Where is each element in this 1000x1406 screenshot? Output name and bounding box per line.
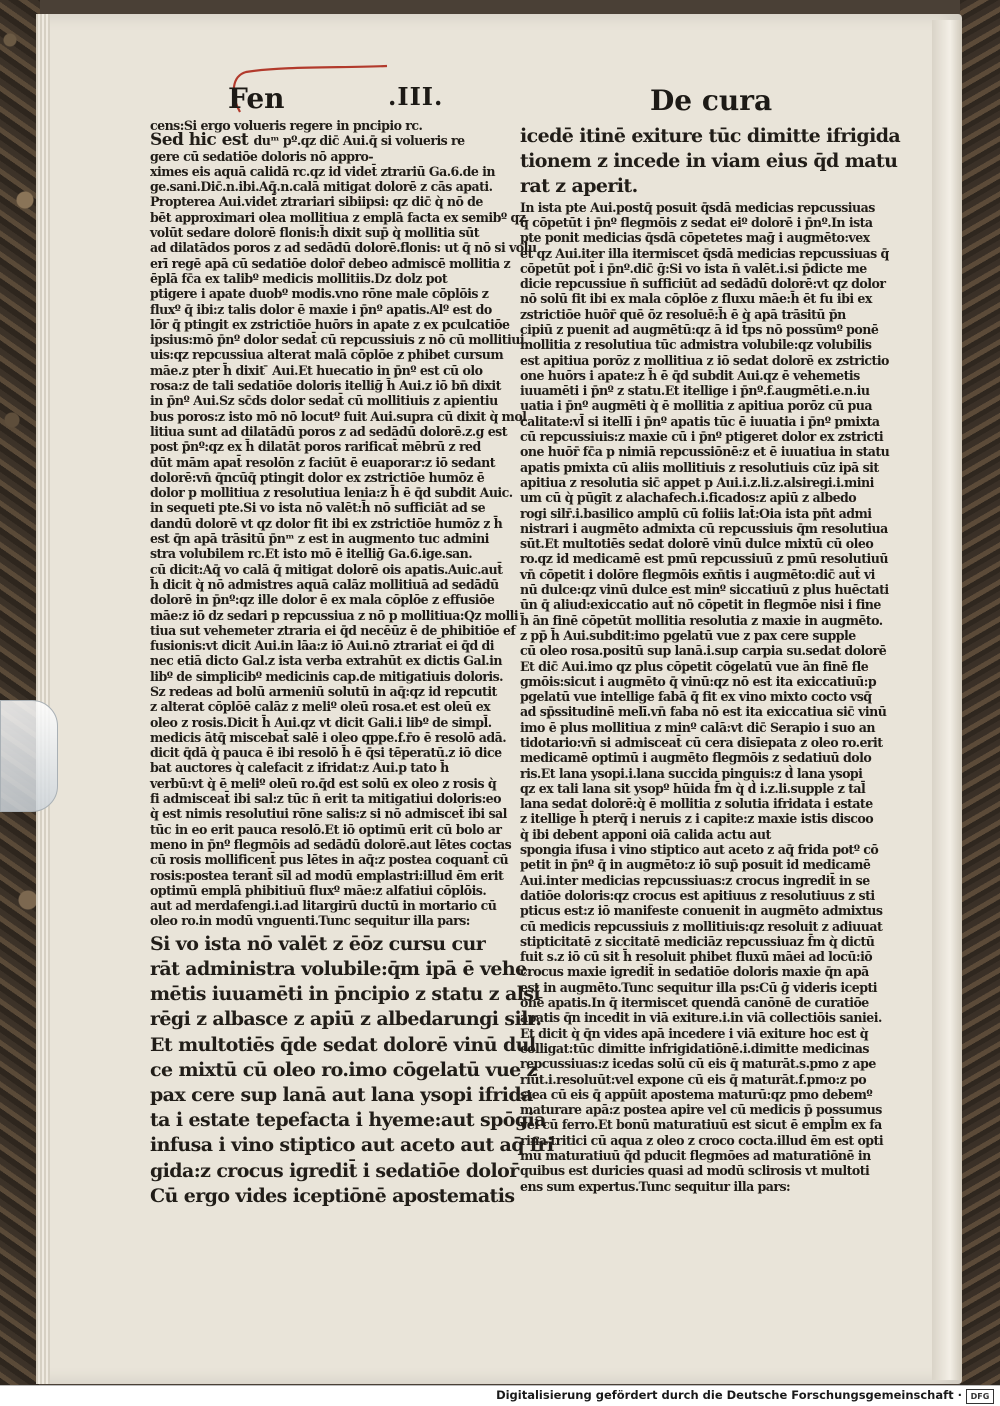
section-number: .III. (388, 82, 444, 111)
text-line: est in augmēto.Tunc sequitur illa ps:Cū ḡ videris icepti (520, 979, 877, 995)
left-column-lines (150, 118, 537, 929)
text-line: in p̄nº Aui.Sz sc̄ds dolor sedat̄ cū mollitiuis z apientiu (150, 393, 498, 409)
text-line: iuuamēti i p̄nº z statu.Et itellige i p̄nº.f.augmēti.e.n.iu (520, 383, 870, 399)
text-line: ens sum expertus.Tunc sequitur illa pars: (520, 1178, 791, 1194)
text-line: Et dicit q̀ q̄n vides apā incedere i viā exiture hoc est q̀ (520, 1025, 869, 1041)
text-line: Et dic̄ Aui.imo qz plus cōpetit cōgelatū vue ān finē fle (520, 658, 869, 674)
text-line: h̄ ān finē cōpetūt mollitia resolutia z maxie in augmēto. (520, 612, 883, 628)
text-line: libº de simplicibº medicinis cap.de mitigatiuis doloris. (150, 668, 503, 684)
text-line: medicamē optimū i augmēto flegmōis z sedatiuū dolo (520, 750, 872, 766)
right-column (520, 124, 901, 1194)
text-line: mū maturatiuū q̄d pducit flegmōes ad maturatiōnē in (520, 1148, 871, 1164)
text-line: erī regē apā cū sedatiōe dolor̄ debeo admiscē mollitia z (150, 255, 511, 271)
text-line: colligat:tūc dimitte infrigidatiōnē.i.dimitte medicinas (520, 1040, 869, 1056)
text-line: māe.z pter h̄ dixit ̄ Aui.Et huecatio in p̄nº est cū olo (150, 362, 483, 378)
large-text-line: rāt administra volubile:q̄m ipā ē vehe (150, 957, 527, 980)
text-line: nū dulce:qz vinū dulce est minº siccatiuū z plus huēctati (520, 582, 889, 598)
text-line: cens:Si ergo volueris regere in pncipio rc. (150, 118, 423, 133)
text-line: nistrari i augmēto admixta cū repcussiuis q̄m resolutiua (520, 520, 888, 536)
running-head-left: Fen (228, 82, 285, 115)
text-line: pticus est:z iō manifeste conuenit in augmēto admixtus (520, 903, 883, 919)
text-line: cū oleo rosa.positū sup lanā.i.sup carpia su.sedat dolorē (520, 643, 887, 659)
funding-notice: Digitalisierung gefördert durch die Deutsche Forschungsgemeinschaft · (496, 1388, 962, 1402)
text-line: ad sp̄ssitudinē melī.vn̄ faba nō est ita exiccatiua sic̄ vinū (520, 704, 887, 720)
text-line: ximes eis aquā calidā rc.qz id videt̄ ztrariū Ga.6.de in (150, 163, 495, 179)
text-line: volūt sedare dolorē flonis:h̄ dixit sup̄ q̀ mollitia sūt (150, 225, 480, 241)
right-column-lines (520, 199, 890, 1194)
text-line: dandū dolorē vt qz dolor fit ibi ex zstrictiōe humōz z h̄ (150, 515, 503, 531)
text-line: z alterat cōplōē calāz z meliº oleū rosa.et est oleū ex (150, 699, 491, 715)
text-line: stra volubilem rc.Et isto mō ē itelliḡ Ga.6.ige.san. (150, 546, 473, 562)
text-line: q̀ est nimis resolutiui rōne salis:z si nō admiscet̄ ibi sal (150, 806, 507, 822)
running-head-right: De cura (650, 84, 773, 117)
text-line: fluxº q̄ ibi:z talis dolor ē maxie i p̄nº apatis.Alº est do (150, 301, 492, 317)
text-line: verbū:vt q̀ ē meliº oleū ro.q̄d est solū ex oleo z rosis q̀ (150, 775, 497, 791)
text-line: tidotario:vn̄ si admisceat̄ cū cera disīepata z oleo ro.erit (520, 735, 883, 750)
text-line: zstrictiōe huōr̄ quē ōz resoluē:h̄ ē q̀ apā trāsitū p̄n (520, 306, 846, 322)
text-line: fuit s.z iō cū sit h̄ resoluit phibet fluxū māei ad locū:iō (520, 949, 873, 965)
text-line: aut ad merdafengi.i.ad litargirū ductū in mortario cū (150, 898, 497, 914)
text-line: dolor p mollitiua z resolutiua lenia:z h̄ ē q̄d subdit Auic. (150, 485, 513, 501)
text-line: litiua sunt ad dilatādū poros z ad sedādū dolorē.z.g est (150, 423, 507, 439)
text-line: Sed hic est duᵐ pº.qz dic̄ Aui.q̄ si volueris re (150, 130, 465, 151)
large-text-line: Cū ergo vides iceptiōnē apostematis (150, 1184, 515, 1207)
text-line: rosa:z de tali sedatiōe doloris itelliḡ h̄ Aui.z iō bn̄ dixit (150, 378, 501, 394)
left-column-large-text (150, 932, 554, 1209)
text-line: nō solū fit ibi ex mala cōplōe z fluxu māe:h̄ ēt fu ibi ex (520, 291, 872, 307)
text-line: uis:qz repcussiua alterat malā cōplōe z phibet cursum (150, 347, 504, 363)
text-line: mollitia z resolutiua tūc admistra volubile:qz volubilis (520, 337, 872, 353)
large-text-line: pax cere sup lanā aut lana ysopi ifrida (150, 1083, 533, 1106)
text-line: dicit q̄dā q̀ pauca ē ibi resolō h̄ ē q̄si tēperatū.z iō dice (150, 745, 502, 761)
text-line: repcussiuas:z icedas solū cū eis q̄ maturāt.s.pmo z ape (520, 1056, 876, 1072)
text-line: fi admisceat̄ ibi sal:z tūc n̄ erit ta mitigatiui doloris:eo (150, 791, 501, 807)
text-line: lōr q̄ ptingit ex zstrictiōe huōrs in apate z ex pculcatiōe (150, 316, 510, 332)
text-line: et qz Aui.iter illa itermiscet q̄sdā medicias repcussiuas q̄ (520, 245, 889, 261)
text-line: qz ex tali lana sit ysopº hūida f̄m q̀ d̀ i.z.li.supple z tal̄ (520, 780, 866, 796)
text-line: spongia ifusa i vino stiptico aut aceto z aq̄ frida potº cō (520, 842, 879, 858)
text-line: vel cū ferro.Et bonū maturatiuū est sicut ē empl̄m ex fa (520, 1117, 882, 1133)
text-line: calitate:vl̄ si itellī i p̄nº apatis tūc ē iuuatia i p̄nº pmixta (520, 413, 880, 429)
text-line: apitiua z resolutia sic̄ appet p Aui.i.z.li.z.alsiregi.i.mini (520, 474, 874, 490)
large-text-line: rēgi z albasce z apiū z albedarungi silr. (150, 1008, 542, 1031)
text-line: petit in p̄nº q̄ in augmēto:z iō sup̄ posuit id medicamē (520, 857, 871, 873)
text-line: dūt mām apat̄ resolōn z faciūt ē euaporar:z iō sedant (150, 454, 496, 470)
text-line: ge.sani.Dic̄.n.ibi.Aq̄.n.calā mitigat dolorē z cās apati. (150, 179, 493, 195)
text-line: oleo ro.in modū vnguenti.Tunc sequitur illa pars: (150, 913, 470, 929)
text-line: ad dilatādos poros z ad sedādū dolorē.flonis: ut q̄ nō si volu (150, 240, 537, 256)
large-text-line: ce mixtū cū oleo ro.imo cōgelatū vue z (150, 1058, 537, 1081)
text-line: bat auctores q̀ calefacit z ifridat:z Aui.p tato h̄ (150, 760, 449, 776)
text-line: q̄ cōpetūt i p̄nº flegmōis z sedat eiº dolorē i p̄nº.In ista (520, 214, 873, 230)
text-line: maturare apā:z postea apire vel cū medicis p̄ possumus (520, 1102, 882, 1118)
text-line: q̀ ibi debent apponi oiā calida actu aut (520, 826, 771, 842)
text-line: quibus est duricies quasi ad modū sclirosis vt multoti (520, 1163, 870, 1179)
text-line: ipsius:mō p̄nº dolor sedat̄ cū repcussiuis z nō cū mollitiui (150, 332, 525, 348)
text-line: meno in p̄nº flegmōis ad sedādū dolorē.aut lētes coctas (150, 836, 512, 852)
text-line: Sz redeas ad bolū armeniū solutū in aq̄:qz id repcutit (150, 683, 497, 699)
text-line: riūt.i.resoluūt:vel expone cū eis q̄ maturāt.f.pmo:z po (520, 1071, 867, 1087)
text-line: tiua sut vehemeter ztraria ei q̄d necēūz ē de phibitiōe ef (150, 622, 516, 638)
text-line: z pp̄ h̄ Aui.subdit:imo pgelatū vue z pax cere supple (520, 627, 856, 643)
text-line: tūc in eo erit pauca resolō.Et iō optimū erit cū bolo ar (150, 821, 502, 837)
text-line: cōpetūt pot̄ i p̄nº.dic̄ ḡ:Si vo ista n̄ valēt.i.si p̄dicte me (520, 260, 867, 276)
text-line: datiōe doloris:qz crocus est apitiuus z resolutiuus z sti (520, 887, 875, 903)
text-line: one huōrs i apate:z h̄ ē q̄d subdit Aui.qz ē vehemetis (520, 367, 860, 383)
text-line: h̄ dicit q̀ nō admistres aquā calāz mollitiuā ad sedādū (150, 576, 499, 592)
text-line: pte ponit medicias q̄sdā cōpetetes maḡ i augmēto:vex (520, 230, 870, 246)
large-text-line: icedē itinē exiture tūc dimitte ifrigida (520, 125, 901, 147)
text-line: fusionis:vt dicit Aui.in lāa:z iō Aui.nō ztrariat̄ ei q̄d di (150, 638, 495, 654)
text-line: apatis pmixta cū aliis mollitiuis z resolutiuis cūz ipā sit (520, 459, 879, 475)
text-line: Propterea Aui.videt̄ ztrariari sibiipsi: qz dic̄ q̀ nō de (150, 194, 483, 210)
section-initial: Sed hic est (150, 130, 254, 151)
text-line: dicie repcussiue n̄ sufficiūt ad sedādū dolorē:vt qz dolor (520, 276, 886, 292)
text-line: imo ē plus mollitiua z minº calā:vt dic̄ Serapio i suo an (520, 719, 875, 735)
large-text-line: tionem z incede in viam eius q̄d matu (520, 150, 898, 173)
large-text-line: gida:z crocus igredit̄ i sedatiōe dolor̄ (150, 1159, 519, 1182)
text-line: uatia i p̄nº augmēti q̀ ē mollitia z apitiua porōz cū pua (520, 398, 872, 414)
large-text-line: mētis iuuamēti in p̄ncipio z statu z alsi (150, 983, 541, 1006)
text-line: ēplā fc̄a ex talibº medicis mollitiis.Dz dolz pot (150, 270, 448, 286)
text-line: est apitiua porōz z mollitiua z iō sedat dolorē ex zstrictio (520, 352, 889, 368)
large-text-line: infusa i vino stiptico aut aceto aut aq̄ fri (150, 1134, 554, 1157)
dfg-logo: DFG (966, 1389, 994, 1404)
text-line: stea cū eis q̄ appūit apostema maturū:qz pmo debemº (520, 1086, 873, 1102)
book-cover-right (960, 0, 1000, 1385)
text-line: ūn q̄ aliud:exiccatio aut̄ nō cōpetit in flegmōe nisi i fine (520, 597, 881, 613)
text-line: medicis ātq̄ miscebat̄ salē i oleo qppe.f.r̄o ē resolō adā. (150, 729, 507, 745)
text-line: cū rosis mollificent̄ pus lētes in aq̄:z postea coquant̄ cū (150, 852, 509, 868)
text-line: gere cū sedatiōe doloris nō appro- (150, 148, 374, 164)
text-line: um cū q̀ pūgīt z alachafech.i.ficados:z apiū z albedo (520, 490, 857, 506)
text-line: ro.qz id medicamē est pmū repcussiuū z pmū resolutiuū (520, 551, 888, 567)
bookmark-tab (0, 700, 58, 812)
large-text-line: Si vo ista nō valēt z ēōz cursu cur (150, 932, 486, 955)
text-line: lana sedat dolorē:q̀ ē mollitia z solutia ifridata i estate (520, 796, 873, 812)
text-line: sūt.Et multotiēs sedat dolorē vinū dulce mixtū cū oleo (520, 536, 874, 552)
text-line: cū dicit:Aq̄ vo calā q̄ mitigat dolorē ois apatis.Auic.aut̄ (150, 561, 503, 577)
text-line: In ista pte Aui.postq̄ posuit q̄sdā medicias repcussiuas (520, 199, 875, 215)
text-line: one huōr̄ fc̄a p nimiā repcussiōnē:z et ē iuuatiua in statu (520, 444, 890, 460)
text-line: gmōis:sicut i augmēto q̄ vinū:qz nō est ita exiccatiuū:p (520, 673, 877, 689)
text-line: cū repcussiuis:z maxie cū i p̄nº ptigeret dolor ex zstricti (520, 429, 884, 445)
footer-bar (0, 1385, 1000, 1406)
text-line: nec etiā dicto Gal.z ista verba extrahūt ex dictis Gal.in (150, 653, 502, 669)
text-line: cipiū z puenit ad augmētū:qz ā id t̄ps nō possūmº ponē (520, 321, 879, 337)
text-line: rina tritici cū aqua z oleo z croco cocta.illud ēm est opti (520, 1132, 884, 1148)
text-line: dolorē in p̄nº:qz ille dolor ē ex mala cōplōe z effusiōe (150, 592, 495, 608)
page-edges (36, 14, 50, 1384)
text-line: dolorē:vn̄ q̄ncūq̄ ptingit dolor ex zstrictiōe humōz ē (150, 469, 485, 485)
page-right-fold (932, 20, 962, 1380)
text-line: māe:z iō dz sedari p repcussiua z nō p mollitiua:Qz molli (150, 607, 519, 623)
text-line: onē apatis.In q̄ itermiscet quendā canōnē de curatiōe (520, 995, 869, 1011)
text-line: pgelatū vue intellige fabā q̄ fit ex vino mixto cocto vsq̄ (520, 689, 872, 705)
text-line: rosis:postea terant̄ sīl ad modū emplastri:illud ēm erit (150, 867, 504, 883)
right-column-large-text (520, 124, 901, 200)
large-text-line: ta i estate tepefacta i hyeme:aut spōgia (150, 1109, 546, 1132)
text-line: post p̄nº:qz ex h̄ dilatāt poros rarificat̄ mēbrū z red (150, 439, 481, 455)
text-line: est q̄n apā trāsitū p̄nᵐ z est in augmento tuc admini (150, 531, 489, 547)
book-cover-left (0, 0, 40, 1385)
text-line: ptigere i apate duobº modis.vno rōne male cōplōis z (150, 286, 489, 302)
text-line: rogi silr̄.i.basilico amplū cū foliis lat̄:Oia ista pn̄t admi (520, 505, 872, 521)
text-line: crocus maxie igredit̄ in sedatiōe doloris maxie q̄n apā (520, 964, 869, 980)
text-line: vn̄ cōpetit i dolōre flegmōis exn̄tis i augmēto:dic̄ aut̄ vi (520, 566, 875, 582)
text-line: ris.Et lana ysopi.i.lana succida pinguis:z d̀ lana ysopi (520, 765, 863, 781)
text-line: stipticitatē z siccitatē mediciāz repcussiuaz f̄m q̀ dictū (520, 933, 875, 949)
text-line: in sequeti pte.Si vo ista nō valēt:h̄ nō sufficiāt ad se (150, 500, 486, 516)
large-text-line: Et multotiēs q̄de sedat dolorē vinū dul (150, 1033, 536, 1056)
large-text-line: rat z aperit. (520, 175, 638, 198)
text-line: z itellige h̄ pterq̄ i neruis z i capite:z maxie istis discoo (520, 811, 874, 827)
text-line: optimū emplā phibitiuū fluxº māe:z alfatiui cōplōis. (150, 882, 487, 898)
text-line: Aui.inter medicias repcussiuas:z crocus ingredit̄ in se (520, 872, 870, 888)
text-line: cū medicis repcussiuis z mollitiuis:qz resoluit z adiuuat (520, 918, 883, 934)
text-line: bus poros:z isto mō nō locutº fuit Aui.supra cū dixit q̀ mol (150, 408, 527, 424)
text-line: apatis q̄n incedit in viā exiture.i.in viā collectiōis saniei. (520, 1010, 882, 1026)
left-column (150, 118, 554, 1209)
text-line: bēt approximari olea mollitiua z emplā facta ex semibº qz (150, 209, 526, 225)
text-line: oleo z rosis.Dicit h̄ Aui.qz vt dicit Gali.i libº de simpl̄. (150, 714, 492, 730)
